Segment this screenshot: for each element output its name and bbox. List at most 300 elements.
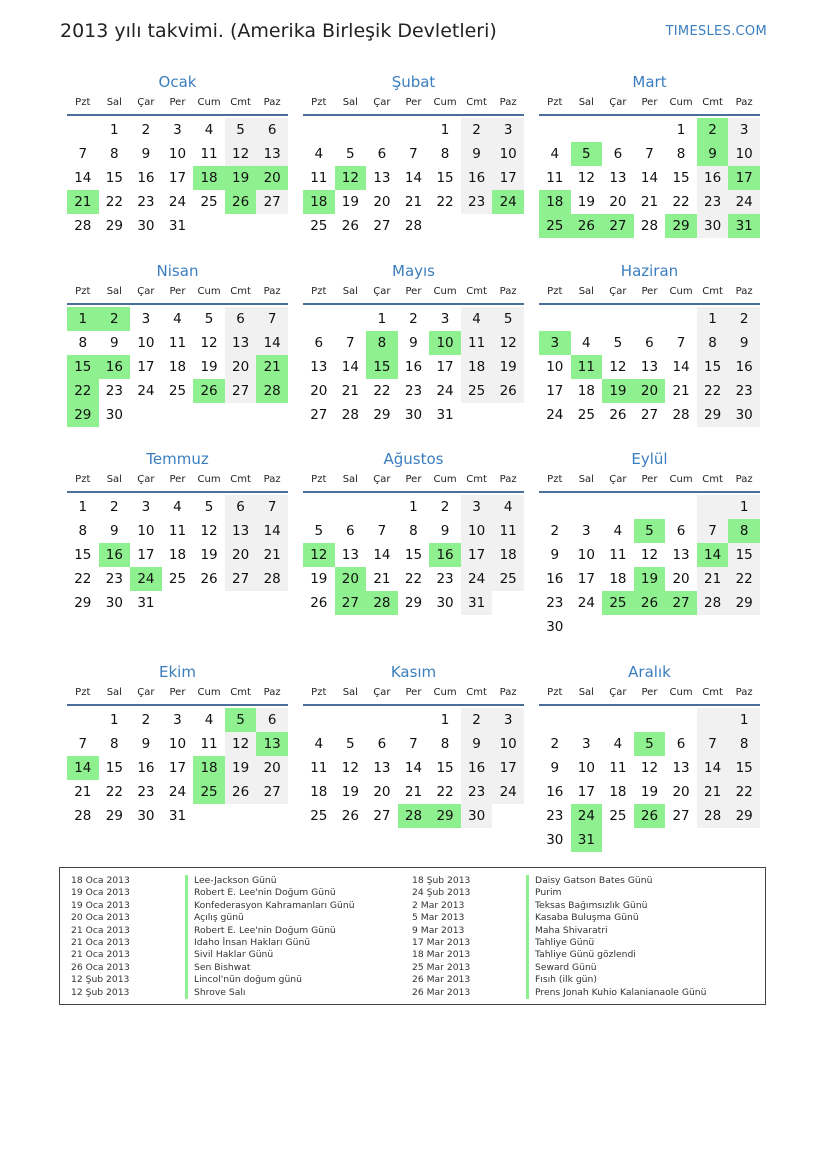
day-grid [303, 307, 524, 427]
day-cell: 13 [256, 732, 288, 756]
day-cell: 21 [341, 383, 359, 399]
weekday-label: Pzt [75, 474, 91, 485]
day-cell: 6 [256, 118, 288, 142]
day-cell: 23 [546, 595, 564, 611]
holiday-marker [185, 987, 188, 999]
day-cell: 14 [256, 519, 288, 543]
empty-cell [335, 118, 367, 142]
day-cell: 21 [74, 784, 92, 800]
empty-cell [225, 804, 257, 828]
day-cell: 9 [697, 142, 729, 166]
empty-cell [398, 118, 430, 142]
day-cell: 30 [105, 595, 123, 611]
day-cell: 2 [461, 118, 493, 142]
day-cell: 29 [67, 403, 99, 427]
day-cell: 5 [225, 708, 257, 732]
day-cell: 12 [341, 760, 359, 776]
day-cell: 22 [105, 784, 123, 800]
day-cell: 13 [341, 547, 359, 563]
day-cell: 3 [728, 118, 760, 142]
empty-cell [256, 804, 288, 828]
day-cell: 12 [303, 543, 335, 567]
day-cell: 4 [173, 499, 182, 515]
weekday-label: Sal [106, 97, 122, 108]
weekday-label: Cum [197, 97, 221, 108]
day-cell: 8 [676, 146, 686, 162]
day-cell: 23 [137, 194, 155, 210]
weekday-label: Paz [263, 474, 281, 485]
empty-cell [335, 307, 367, 331]
day-cell: 7 [697, 732, 729, 756]
month-name: Ekim [159, 663, 196, 681]
day-cell: 24 [728, 190, 760, 214]
day-cell: 10 [492, 142, 524, 166]
day-cell: 23 [461, 780, 493, 804]
weekday-label: Sal [578, 687, 594, 698]
weekday-label: Sal [106, 474, 122, 485]
day-cell: 24 [571, 804, 603, 828]
day-cell: 8 [440, 146, 450, 162]
month-block [67, 72, 288, 238]
day-cell: 16 [728, 355, 760, 379]
day-cell: 26 [193, 379, 225, 403]
legend-row [71, 900, 355, 912]
holiday-date: 12 Şub 2013 [71, 974, 130, 986]
weekday-label: Cmt [702, 687, 723, 698]
holiday-marker [526, 887, 529, 899]
day-cell: 20 [225, 355, 257, 379]
day-cell: 14 [373, 547, 391, 563]
empty-cell [634, 708, 666, 732]
day-cell: 15 [404, 547, 423, 563]
day-cell: 17 [492, 756, 524, 780]
month-block [539, 72, 760, 238]
weekday-label: Paz [735, 97, 753, 108]
day-cell: 27 [256, 190, 288, 214]
day-cell: 12 [640, 547, 659, 563]
empty-cell [492, 403, 524, 427]
weekday-label: Çar [609, 286, 627, 297]
day-grid [67, 307, 288, 427]
day-cell: 9 [550, 547, 560, 563]
weekday-label: Cum [433, 286, 457, 297]
empty-cell [256, 591, 288, 615]
weekday-label: Cum [197, 687, 221, 698]
holiday-date: 26 Oca 2013 [71, 961, 130, 973]
day-cell: 7 [409, 736, 418, 752]
weekday-header [67, 92, 288, 116]
day-cell: 8 [440, 736, 450, 752]
day-cell: 17 [728, 166, 760, 190]
weekday-label: Cum [433, 97, 457, 108]
day-cell: 5 [346, 146, 355, 162]
weekday-label: Paz [735, 286, 753, 297]
holiday-date: 21 Oca 2013 [71, 924, 130, 936]
day-cell: 25 [193, 780, 225, 804]
month-name: Şubat [391, 73, 436, 91]
empty-cell [461, 214, 493, 238]
empty-cell [492, 591, 524, 615]
weekday-label: Sal [578, 286, 594, 297]
day-cell: 25 [168, 383, 187, 399]
day-cell: 19 [341, 784, 359, 800]
holiday-marker [526, 912, 529, 924]
holiday-date: 18 Şub 2013 [412, 875, 471, 886]
day-cell: 23 [105, 571, 123, 587]
day-cell: 1 [110, 122, 119, 138]
holiday-marker [526, 949, 529, 961]
weekday-label: Cum [433, 687, 457, 698]
day-cell: 1 [440, 712, 450, 728]
day-cell: 22 [728, 567, 760, 591]
day-cell: 6 [225, 495, 257, 519]
day-cell: 20 [225, 543, 257, 567]
holiday-name: Seward Günü [535, 961, 597, 973]
day-cell: 7 [676, 335, 686, 351]
day-cell: 16 [461, 756, 493, 780]
legend-column-left [71, 875, 355, 999]
day-cell: 13 [672, 547, 690, 563]
holiday-date: 21 Oca 2013 [71, 949, 130, 961]
day-cell: 24 [577, 595, 595, 611]
day-cell: 5 [634, 519, 666, 543]
holiday-date: 17 Mar 2013 [412, 936, 471, 948]
day-cell: 17 [577, 784, 595, 800]
day-grid [67, 118, 288, 238]
day-cell: 6 [377, 736, 387, 752]
day-cell: 30 [436, 595, 454, 611]
day-cell: 27 [225, 567, 257, 591]
day-cell: 16 [404, 359, 423, 375]
holiday-name: Daisy Gatson Bates Günü [535, 875, 653, 886]
month-name: Temmuz [146, 450, 209, 468]
day-cell: 16 [99, 543, 131, 567]
day-cell: 12 [225, 142, 257, 166]
empty-cell [193, 804, 225, 828]
day-cell: 19 [200, 359, 218, 375]
day-cell: 14 [672, 359, 690, 375]
day-cell: 18 [492, 543, 524, 567]
weekday-label: Çar [609, 97, 627, 108]
day-cell: 17 [461, 543, 493, 567]
day-cell: 15 [67, 355, 99, 379]
day-cell: 24 [168, 784, 187, 800]
day-cell: 13 [256, 142, 288, 166]
day-cell: 26 [571, 214, 603, 238]
day-cell: 23 [461, 190, 493, 214]
empty-cell [697, 708, 729, 732]
day-cell: 11 [461, 331, 493, 355]
day-cell: 23 [546, 808, 564, 824]
day-grid [303, 495, 524, 615]
holiday-name: Tahliye Günü gözlendi [535, 949, 636, 961]
weekday-header [303, 281, 524, 305]
holiday-date: 19 Oca 2013 [71, 899, 130, 911]
day-cell: 7 [78, 736, 88, 752]
holiday-date: 26 Mar 2013 [412, 986, 471, 998]
holiday-marker [526, 875, 529, 887]
empty-cell [728, 615, 760, 639]
day-cell: 22 [105, 194, 123, 210]
holiday-name: Teksas Bağımsızlık Günü [535, 899, 648, 911]
day-cell: 8 [78, 335, 88, 351]
day-cell: 2 [550, 736, 560, 752]
day-cell: 1 [697, 307, 729, 331]
empty-cell [366, 708, 398, 732]
month-block [303, 449, 524, 615]
day-cell: 8 [366, 331, 398, 355]
day-cell: 31 [168, 808, 187, 824]
day-cell: 8 [78, 523, 88, 539]
day-cell: 14 [697, 756, 729, 780]
legend-row [412, 937, 706, 949]
day-cell: 11 [200, 146, 218, 162]
day-cell: 14 [404, 760, 423, 776]
weekday-label: Paz [263, 97, 281, 108]
day-cell: 1 [110, 712, 119, 728]
day-cell: 29 [728, 591, 760, 615]
day-cell: 23 [728, 379, 760, 403]
day-cell: 6 [314, 335, 324, 351]
holiday-name: Shrove Salı [194, 986, 246, 998]
legend-row [412, 912, 706, 924]
day-cell: 25 [310, 218, 328, 234]
day-cell: 24 [436, 383, 454, 399]
empty-cell [256, 214, 288, 238]
day-cell: 24 [130, 567, 162, 591]
empty-cell [697, 495, 729, 519]
weekday-label: Per [641, 687, 658, 698]
weekday-label: Cmt [466, 286, 487, 297]
day-cell: 1 [78, 499, 88, 515]
holiday-date: 25 Mar 2013 [412, 961, 471, 973]
weekday-label: Pzt [547, 286, 563, 297]
day-cell: 16 [697, 166, 729, 190]
empty-cell [303, 118, 335, 142]
weekday-header [539, 281, 760, 305]
day-grid [539, 495, 760, 639]
day-cell: 13 [373, 170, 391, 186]
weekday-label: Çar [373, 286, 391, 297]
day-cell: 2 [99, 307, 131, 331]
holiday-name: Prens Jonah Kuhio Kalanianaole Günü [535, 986, 707, 998]
day-cell: 5 [492, 307, 524, 331]
weekday-header [67, 682, 288, 706]
day-cell: 31 [168, 218, 187, 234]
weekday-header [539, 92, 760, 116]
day-cell: 12 [577, 170, 595, 186]
day-cell: 1 [409, 499, 418, 515]
empty-cell [539, 118, 571, 142]
legend-row [412, 887, 706, 899]
day-cell: 24 [546, 407, 564, 423]
day-cell: 21 [404, 784, 423, 800]
day-cell: 25 [609, 808, 627, 824]
weekday-label: Per [169, 687, 186, 698]
holiday-marker [185, 962, 188, 974]
day-cell: 9 [440, 523, 450, 539]
day-cell: 1 [676, 122, 686, 138]
day-cell: 10 [728, 142, 760, 166]
day-cell: 11 [168, 335, 187, 351]
day-cell: 17 [436, 359, 454, 375]
day-cell: 2 [440, 499, 450, 515]
empty-cell [665, 615, 697, 639]
day-cell: 10 [168, 146, 187, 162]
day-cell: 21 [256, 355, 288, 379]
day-cell: 5 [634, 732, 666, 756]
day-cell: 29 [728, 804, 760, 828]
day-cell: 26 [341, 808, 359, 824]
holiday-marker [526, 925, 529, 937]
day-cell: 25 [539, 214, 571, 238]
day-cell: 18 [168, 547, 187, 563]
day-cell: 22 [373, 383, 391, 399]
legend-row [71, 937, 355, 949]
weekday-label: Paz [499, 687, 517, 698]
weekday-label: Pzt [75, 687, 91, 698]
day-cell: 28 [74, 808, 92, 824]
weekday-label: Cmt [230, 474, 251, 485]
holiday-date: 19 Oca 2013 [71, 887, 130, 899]
day-cell: 30 [546, 832, 564, 848]
holiday-date: 9 Mar 2013 [412, 924, 465, 936]
empty-cell [130, 403, 162, 427]
day-cell: 2 [141, 712, 151, 728]
day-grid [67, 495, 288, 615]
day-cell: 23 [436, 571, 454, 587]
day-cell: 2 [110, 499, 119, 515]
day-cell: 12 [492, 331, 524, 355]
holiday-marker [185, 900, 188, 912]
day-cell: 25 [168, 571, 187, 587]
weekday-label: Pzt [547, 97, 563, 108]
empty-cell [303, 307, 335, 331]
day-cell: 22 [436, 784, 454, 800]
weekday-label: Pzt [311, 286, 327, 297]
day-cell: 7 [645, 146, 654, 162]
day-cell: 16 [99, 355, 131, 379]
holiday-marker [526, 900, 529, 912]
holiday-marker [185, 974, 188, 986]
weekday-label: Pzt [75, 286, 91, 297]
legend-row [412, 962, 706, 974]
day-cell: 9 [461, 142, 493, 166]
legend-row [412, 987, 706, 999]
empty-cell [602, 307, 634, 331]
page-title: 2013 yılı takvimi. (Amerika Birleşik Devletleri) [60, 20, 497, 42]
holiday-marker [185, 937, 188, 949]
day-cell: 19 [492, 355, 524, 379]
day-cell: 27 [373, 218, 391, 234]
day-cell: 15 [105, 170, 123, 186]
day-cell: 27 [225, 379, 257, 403]
day-cell: 19 [341, 194, 359, 210]
day-cell: 3 [141, 311, 151, 327]
weekday-label: Sal [578, 97, 594, 108]
day-cell: 28 [672, 407, 690, 423]
empty-cell [602, 708, 634, 732]
day-grid [539, 307, 760, 427]
day-cell: 4 [204, 712, 214, 728]
day-cell: 9 [110, 335, 119, 351]
weekday-label: Sal [342, 97, 358, 108]
month-block [539, 662, 760, 852]
day-cell: 21 [67, 190, 99, 214]
day-cell: 15 [74, 547, 92, 563]
empty-cell [303, 708, 335, 732]
empty-cell [366, 118, 398, 142]
brand-link[interactable]: TIMESLES.COM [665, 24, 767, 39]
day-cell: 5 [314, 523, 324, 539]
day-cell: 17 [168, 760, 187, 776]
day-cell: 30 [404, 407, 423, 423]
legend-row [412, 949, 706, 961]
holiday-date: 2 Mar 2013 [412, 899, 465, 911]
weekday-label: Paz [735, 687, 753, 698]
weekday-header [539, 469, 760, 493]
day-cell: 19 [310, 571, 328, 587]
day-cell: 8 [409, 523, 418, 539]
holiday-name: Robert E. Lee'nin Doğum Günü [194, 887, 336, 899]
holiday-name: Açılış günü [194, 912, 244, 924]
day-cell: 15 [672, 170, 690, 186]
weekday-label: Sal [342, 687, 358, 698]
weekday-label: Cum [669, 97, 693, 108]
empty-cell [162, 403, 194, 427]
day-cell: 26 [634, 591, 666, 615]
weekday-label: Çar [137, 474, 155, 485]
day-cell: 21 [697, 780, 729, 804]
day-cell: 13 [640, 359, 659, 375]
day-cell: 29 [429, 804, 461, 828]
holiday-date: 18 Mar 2013 [412, 949, 471, 961]
day-cell: 11 [200, 736, 218, 752]
day-cell: 8 [110, 146, 119, 162]
day-cell: 20 [256, 166, 288, 190]
day-cell: 12 [225, 732, 257, 756]
day-cell: 1 [67, 307, 99, 331]
day-cell: 30 [546, 619, 564, 635]
day-cell: 3 [582, 523, 591, 539]
day-cell: 17 [546, 383, 564, 399]
day-cell: 28 [256, 379, 288, 403]
weekday-label: Çar [137, 97, 155, 108]
day-cell: 26 [634, 804, 666, 828]
holiday-name: Maha Shivaratri [535, 924, 608, 936]
day-cell: 12 [200, 523, 218, 539]
empty-cell [539, 708, 571, 732]
legend-row [412, 900, 706, 912]
day-grid [539, 118, 760, 238]
weekday-label: Çar [609, 474, 627, 485]
legend-row [71, 987, 355, 999]
weekday-label: Pzt [311, 474, 327, 485]
day-cell: 24 [137, 383, 155, 399]
holiday-marker [185, 949, 188, 961]
day-cell: 7 [256, 495, 288, 519]
day-cell: 22 [67, 379, 99, 403]
day-cell: 4 [173, 311, 182, 327]
empty-cell [602, 828, 634, 852]
day-cell: 27 [672, 808, 690, 824]
weekday-header [539, 682, 760, 706]
day-cell: 26 [200, 571, 218, 587]
weekday-label: Per [405, 286, 422, 297]
day-cell: 11 [609, 760, 627, 776]
month-name: Haziran [620, 262, 679, 280]
holiday-date: 20 Oca 2013 [71, 912, 130, 924]
